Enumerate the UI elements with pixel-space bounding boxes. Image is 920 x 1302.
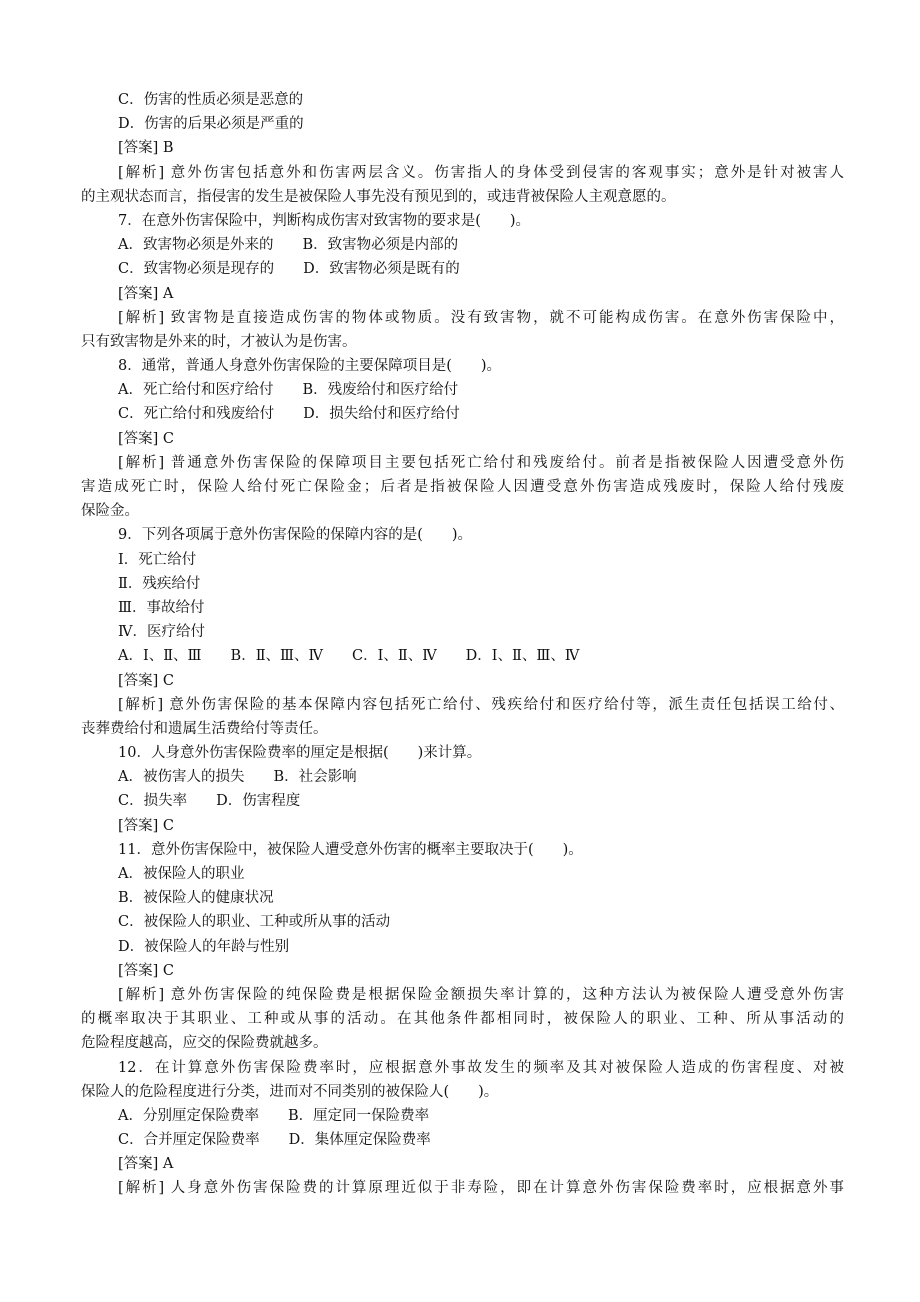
text-line: [答案] A (118, 285, 174, 302)
text-line: [解析] 意外伤害保险的纯保险费是根据保险金额损失率计算的，这种方法认为被保险人遭受意外伤害 (118, 986, 844, 1003)
text-line: D．伤害的后果必须是严重的 (118, 116, 304, 133)
text-line: C．伤害的性质必须是恶意的 (118, 92, 304, 108)
text-line: C．被保险人的职业、工种或所从事的活动 (118, 914, 391, 931)
text-line: [答案] C (118, 430, 175, 447)
text-line: [解析] 意外伤害包括意外和伤害两层含义。伤害指人的身体受到侵害的客观事实；意外是针对被害人 (118, 164, 844, 181)
text-line: D．被保险人的年龄与性别 (118, 938, 290, 955)
text-line: A．死亡给付和医疗给付 B．残废给付和医疗给付 (118, 382, 459, 399)
text-line: [答案] C (118, 962, 175, 979)
text-line: 害造成死亡时，保险人给付死亡保险金；后者是指被保险人因遭受意外伤害造成残废时，保险人给付残废 (81, 479, 844, 495)
text-line: 危险程度越高，应交的保险费就越多。 (81, 1035, 328, 1052)
text-line: A．分别厘定保险费率 B．厘定同一保险费率 (118, 1107, 430, 1124)
text-line: B．被保险人的健康状况 (118, 890, 274, 907)
text-line: Ⅱ．残疾给付 (118, 575, 201, 592)
text-line: A．被保险人的职业 (118, 866, 245, 882)
text-line: 只有致害物是外来的时，才被认为是伤害。 (81, 333, 357, 350)
text-line: 12．在计算意外伤害保险费率时，应根据意外事故发生的频率及其对被保险人造成的伤害程度、对被 (118, 1059, 844, 1076)
text-line: A．被伤害人的损失 B．社会影响 (118, 769, 357, 786)
text-line: C．死亡给付和残废给付 D．损失给付和医疗给付 (118, 406, 460, 423)
text-line: [答案] B (118, 140, 174, 157)
text-line: 8．通常，普通人身意外伤害保险的主要保障项目是( )。 (118, 358, 502, 375)
text-line: [解析] 意外伤害保险的基本保障内容包括死亡给付、残疾给付和医疗给付等，派生责任包括误工给付、 (118, 696, 844, 713)
text-line: [答案] C (118, 817, 175, 834)
document-text (81, 88, 844, 1201)
text-line: 的主观状态而言，指侵害的发生是被保险人事先没有预见到的，或违背被保险人主观意愿的。 (81, 188, 676, 205)
text-line: [解析] 致害物是直接造成伤害的物体或物质。没有致害物，就不可能构成伤害。在意外伤害保险中， (118, 309, 844, 326)
text-line: [解析] 普通意外伤害保险的保障项目主要包括死亡给付和残废给付。前者是指被保险人因遭受意外伤 (118, 454, 844, 471)
text-line: 保险金。 (81, 503, 139, 520)
text-line: [答案] C (118, 672, 175, 689)
text-line: A．Ⅰ、Ⅱ、Ⅲ B．Ⅱ、Ⅲ、Ⅳ C．Ⅰ、Ⅱ、Ⅳ D．Ⅰ、Ⅱ、Ⅲ、Ⅳ (118, 648, 580, 665)
text-line: Ⅰ．死亡给付 (118, 551, 197, 568)
text-line: A．致害物必须是外来的 B．致害物必须是内部的 (118, 237, 459, 254)
text-line: C．合并厘定保险费率 D．集体厘定保险费率 (118, 1132, 431, 1149)
text-line: [解析] 人身意外伤害保险费的计算原理近似于非寿险，即在计算意外伤害保险费率时，应根据意外事 (118, 1180, 844, 1197)
text-line: Ⅲ．事故给付 (118, 599, 205, 616)
text-line: 10．人身意外伤害保险费率的厘定是根据( )来计算。 (118, 745, 482, 762)
text-line: 保险人的危险程度进行分类，进而对不同类别的被保险人( )。 (81, 1083, 499, 1100)
text-line: C．损失率 D．伤害程度 (118, 793, 301, 810)
text-line: C．致害物必须是现存的 D．致害物必须是既有的 (118, 261, 460, 278)
text-line: 的概率取决于其职业、工种或从事的活动。在其他条件都相同时，被保险人的职业、工种、所从事活动的 (81, 1011, 844, 1028)
text-line: 11．意外伤害保险中，被保险人遭受意外伤害的概率主要取决于( )。 (118, 841, 583, 858)
text-line: Ⅳ．医疗给付 (118, 624, 205, 641)
text-line: [答案] A (118, 1156, 174, 1173)
text-line: 9．下列各项属于意外伤害保险的保障内容的是( )。 (118, 527, 473, 544)
text-line: 丧葬费给付和遗属生活费给付等责任。 (81, 720, 328, 737)
text-line: 7．在意外伤害保险中，判断构成伤害对致害物的要求是( )。 (118, 212, 531, 229)
